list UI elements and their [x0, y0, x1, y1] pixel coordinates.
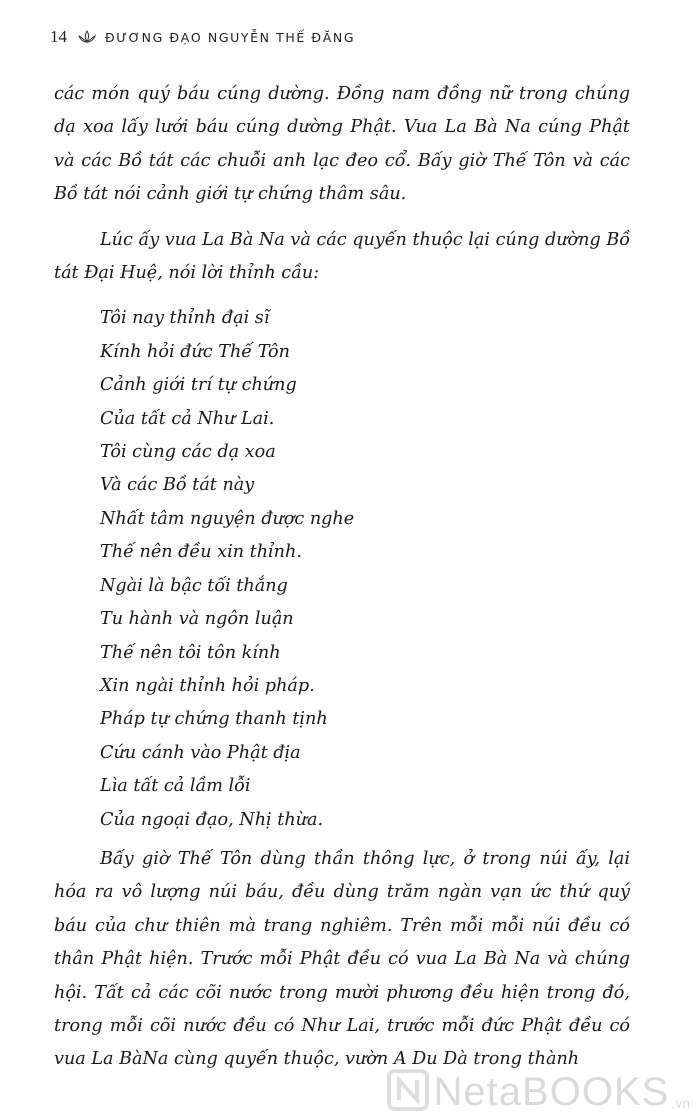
paragraph-1: các món quý báu cúng dường. Đồng nam đồng nữ trong chúng dạ xoa lấy lưới báu cúng dường Phật. Vua La Bà Na cúng Phật và các Bồ tát các chuỗi anh lạc đeo cổ. Bấy giờ Thế Tôn và các Bồ tát nói cảnh giới tự chứng thâm sâu.: [54, 84, 630, 205]
verse-line: Của ngoại đạo, Nhị thừa.: [100, 809, 324, 830]
page-number: 14: [50, 27, 67, 46]
verse-line: Của tất cả Như Lai.: [100, 408, 275, 429]
verse-line: Lìa tất cả lầm lỗi: [100, 776, 251, 797]
lotus-icon: [77, 30, 97, 44]
watermark-suffix: .vn: [671, 1095, 690, 1111]
verse-line: Kính hỏi đức Thế Tôn: [100, 341, 290, 362]
verse-block: [100, 302, 630, 837]
verse-line: Tu hành và ngôn luận: [100, 609, 294, 630]
verse-line: Ngài là bậc tối thắng: [100, 575, 288, 596]
paragraph-2: Lúc ấy vua La Bà Na và các quyến thuộc lại cúng dường Bồ tát Đại Huệ, nói lời thỉnh cầu:: [54, 229, 631, 284]
netabooks-logo-icon: [386, 1068, 430, 1112]
body-text: [54, 78, 630, 1089]
verse-line: Và các Bồ tát này: [100, 475, 255, 496]
verse-line: Xin ngài thỉnh hỏi pháp.: [100, 675, 315, 696]
verse-line: Nhất tâm nguyện được nghe: [100, 508, 355, 529]
page-header: [50, 26, 355, 48]
paragraph-3: Bấy giờ Thế Tôn dùng thần thông lực, ở trong núi ấy, lại hóa ra vô lượng núi báu, đều dùng trăm ngàn vạn ức thứ quý báu của chư thiên mà trang nghiêm. Trên mỗi mỗi núi đều có thân Phật hiện. Trước mỗi Phật đều có vua La Bà Na và chúng hội. Tất cả các cõi nước trong mười phương đều hiện trong đó, trong mỗi cõi nước đều có Như Lai, trước mỗi đức Phật đều có vua La BàNa cùng quyến thuộc, vườn A Du Dà trong thành: [54, 848, 630, 1070]
watermark-text: NetaBOOKS: [433, 1070, 670, 1114]
verse-line: Cảnh giới trí tự chứng: [100, 375, 297, 396]
verse-line: Tôi nay thỉnh đại sĩ: [100, 308, 270, 329]
running-head: ĐƯƠNG ĐẠO NGUYỄN THẾ ĐĂNG: [105, 29, 356, 45]
verse-line: Thế nên tôi tôn kính: [100, 642, 281, 663]
verse-line: Pháp tự chứng thanh tịnh: [100, 709, 328, 730]
verse-line: Thế nên đều xin thỉnh.: [100, 542, 302, 563]
verse-line: Tôi cùng các dạ xoa: [100, 442, 276, 463]
verse-line: Cứu cánh vào Phật địa: [100, 742, 301, 763]
watermark: [386, 1068, 690, 1112]
